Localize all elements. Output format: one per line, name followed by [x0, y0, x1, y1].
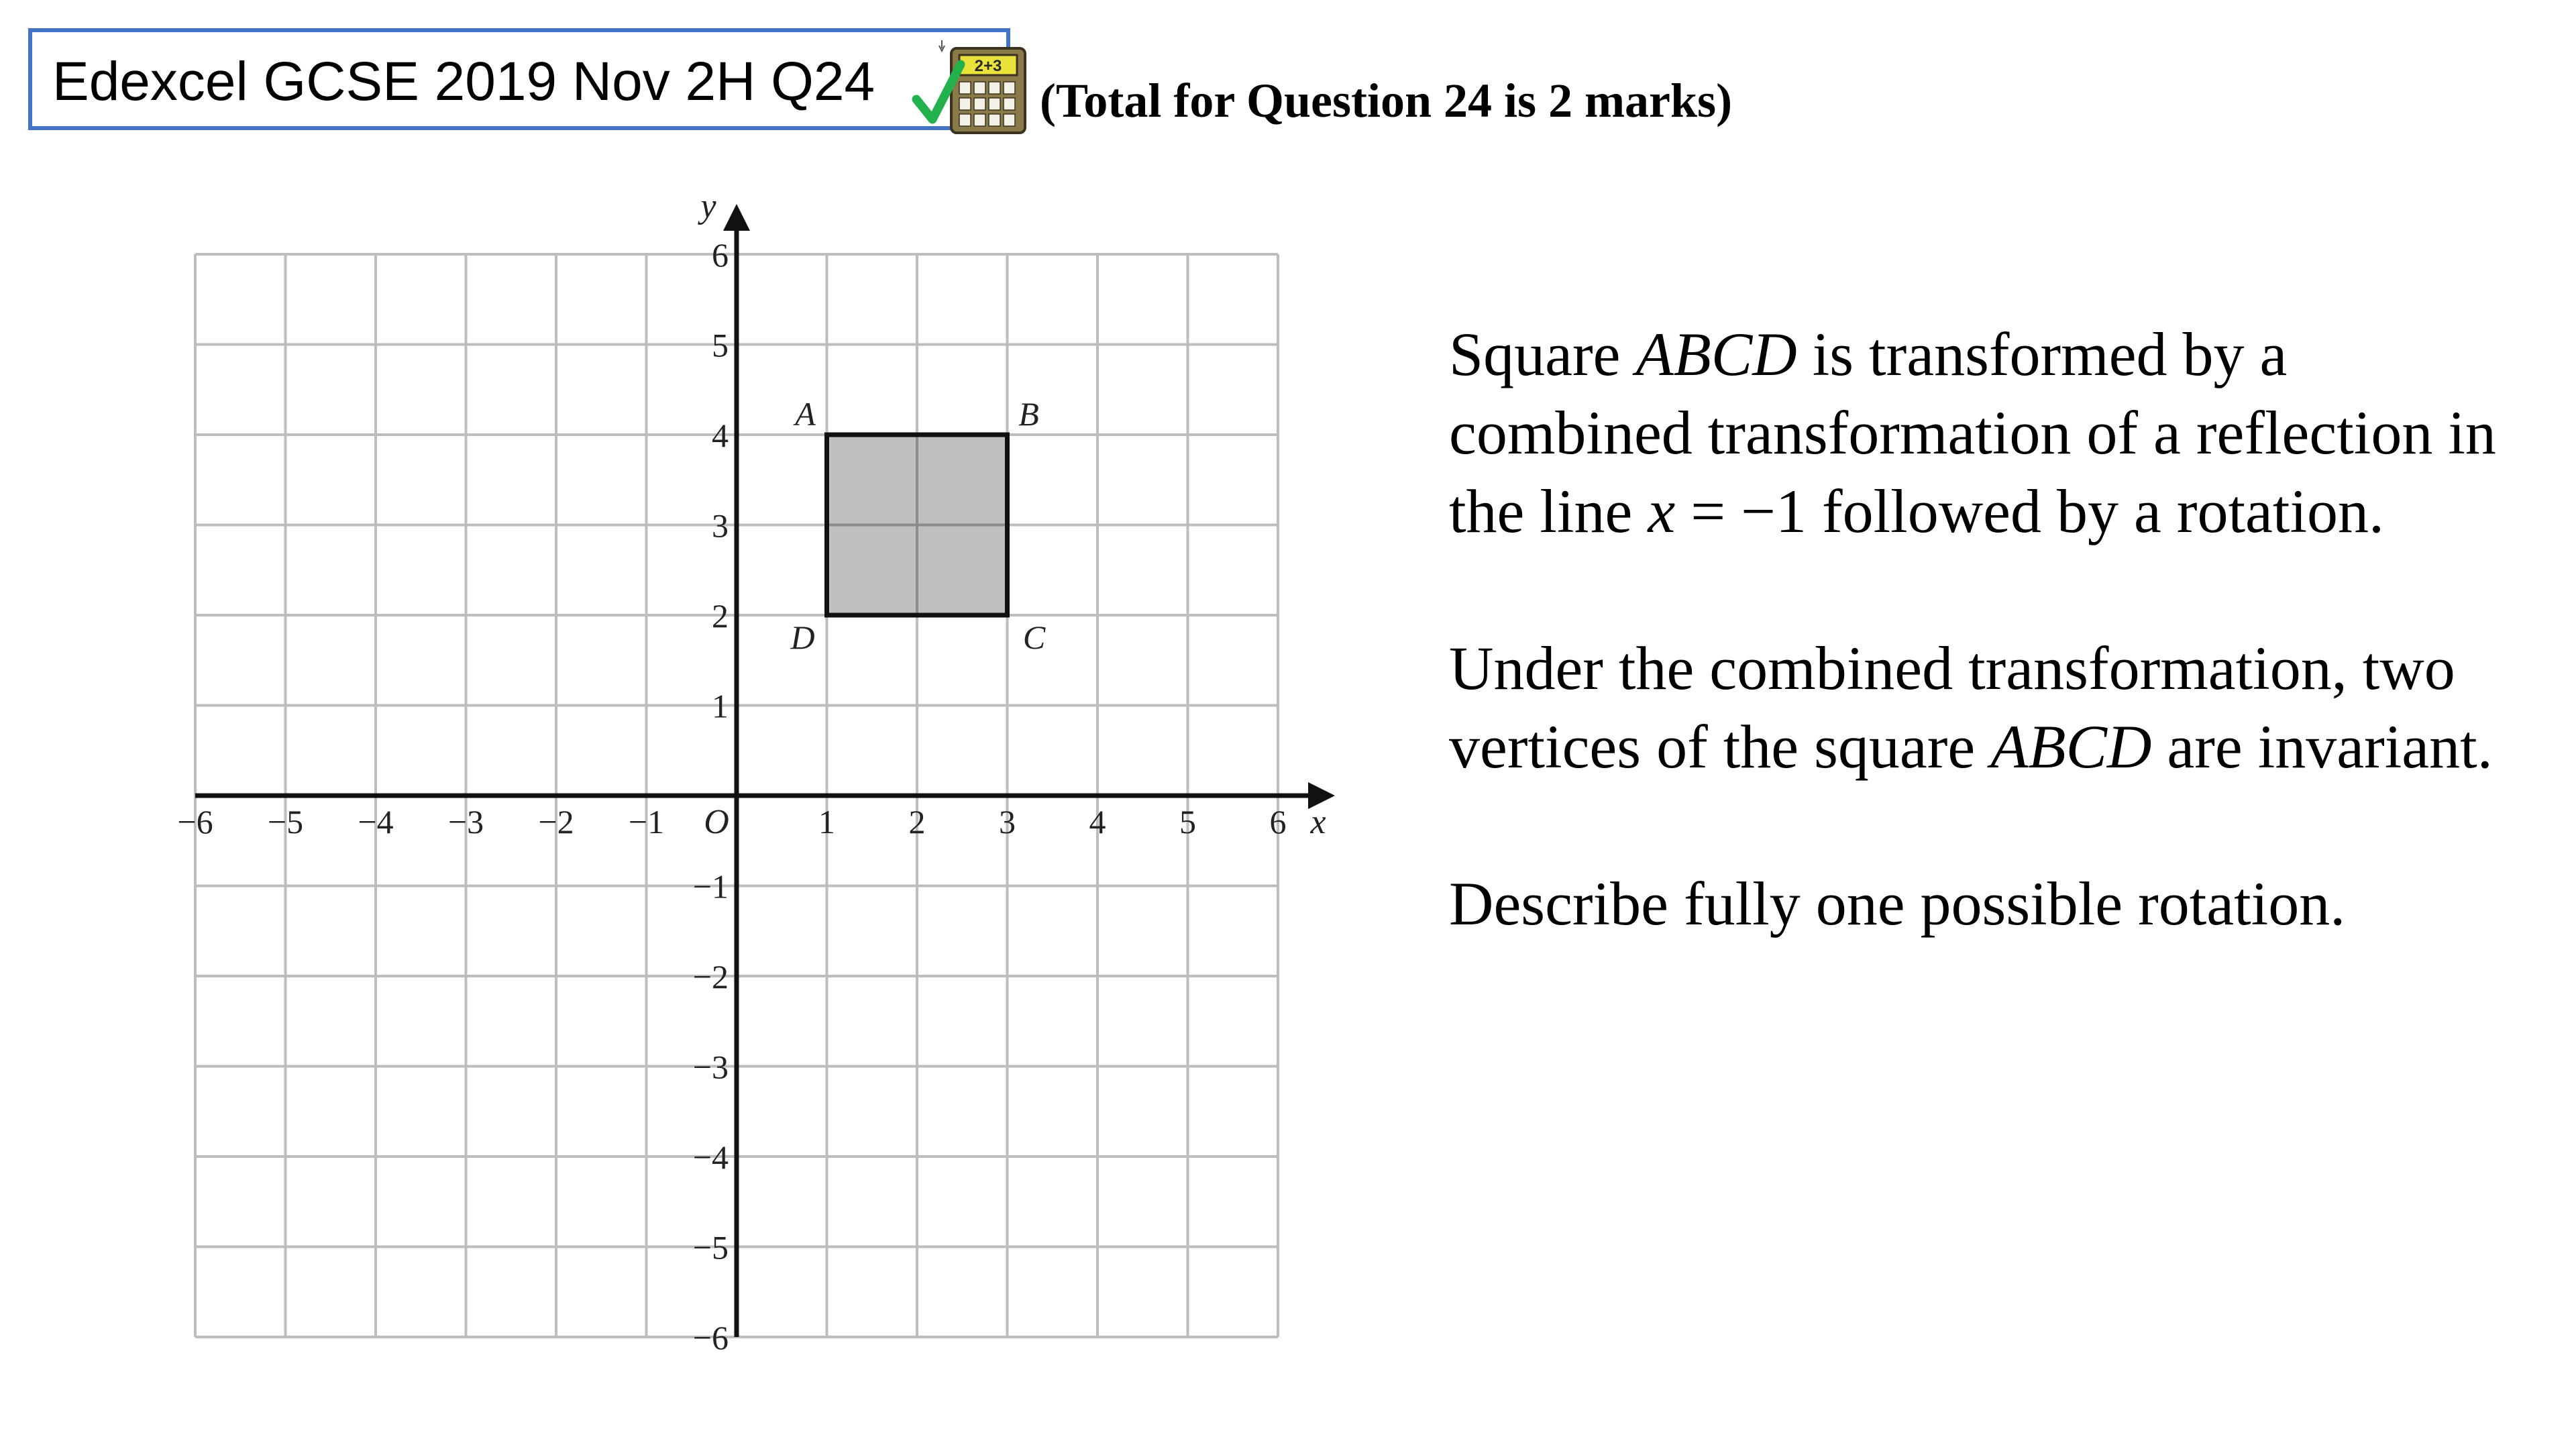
calculator-display-text: 2+3 [974, 57, 1002, 75]
origin-label: O [704, 803, 729, 841]
marks-total: (Total for Question 24 is 2 marks) [1040, 74, 1733, 127]
x-tick-label: −4 [358, 803, 394, 841]
question-paragraph-1: Square ABCD is transformed by a combined transformation of a reflection in the line x = −1 followed by a rotation. [1449, 320, 2496, 545]
question-paragraph-2: Under the combined transformation, two vertices of the square ABCD are invariant. [1449, 634, 2493, 781]
y-axis-arrow [723, 204, 750, 231]
question-title: Edexcel GCSE 2019 Nov 2H Q24 [52, 51, 875, 112]
x-tick-label: −3 [447, 803, 484, 841]
y-tick-label: 3 [712, 506, 729, 545]
y-tick-label: −6 [692, 1319, 729, 1356]
question-paragraph-3: Describe fully one possible rotation. [1449, 869, 2346, 938]
x-axis-label: x [1310, 803, 1326, 841]
x-tick-label: −1 [628, 803, 665, 841]
y-tick-label: −3 [692, 1048, 729, 1086]
y-tick-label: 1 [712, 687, 729, 725]
vertex-label-b: B [1018, 395, 1039, 433]
x-tick-label: 5 [1179, 803, 1196, 841]
y-axis-label: y [700, 188, 716, 225]
y-tick-label: −2 [692, 958, 729, 996]
x-tick-label: 3 [999, 803, 1016, 841]
x-tick-label: 1 [818, 803, 835, 841]
y-tick-label: 2 [712, 597, 729, 635]
y-tick-label: 6 [712, 236, 729, 274]
y-tick-label: −4 [692, 1138, 729, 1176]
vertex-label-c: C [1022, 619, 1046, 656]
title-box [28, 28, 1010, 130]
x-tick-label: 2 [908, 803, 926, 841]
y-tick-label: 4 [712, 417, 729, 454]
vertex-label-d: D [790, 619, 815, 656]
y-tick-label: −1 [692, 867, 729, 906]
x-tick-label: −5 [267, 803, 304, 841]
y-tick-label: 5 [712, 326, 729, 364]
calculator-allowed-icon [904, 38, 1038, 138]
coordinate-grid [154, 188, 1362, 1395]
question-text [1449, 315, 2522, 1022]
vertex-label-a: A [795, 395, 816, 433]
x-tick-label: −2 [538, 803, 574, 841]
x-tick-label: −6 [177, 803, 213, 841]
x-tick-label: 4 [1089, 803, 1106, 841]
x-tick-label: 6 [1269, 803, 1287, 841]
y-tick-label: −5 [692, 1228, 729, 1267]
